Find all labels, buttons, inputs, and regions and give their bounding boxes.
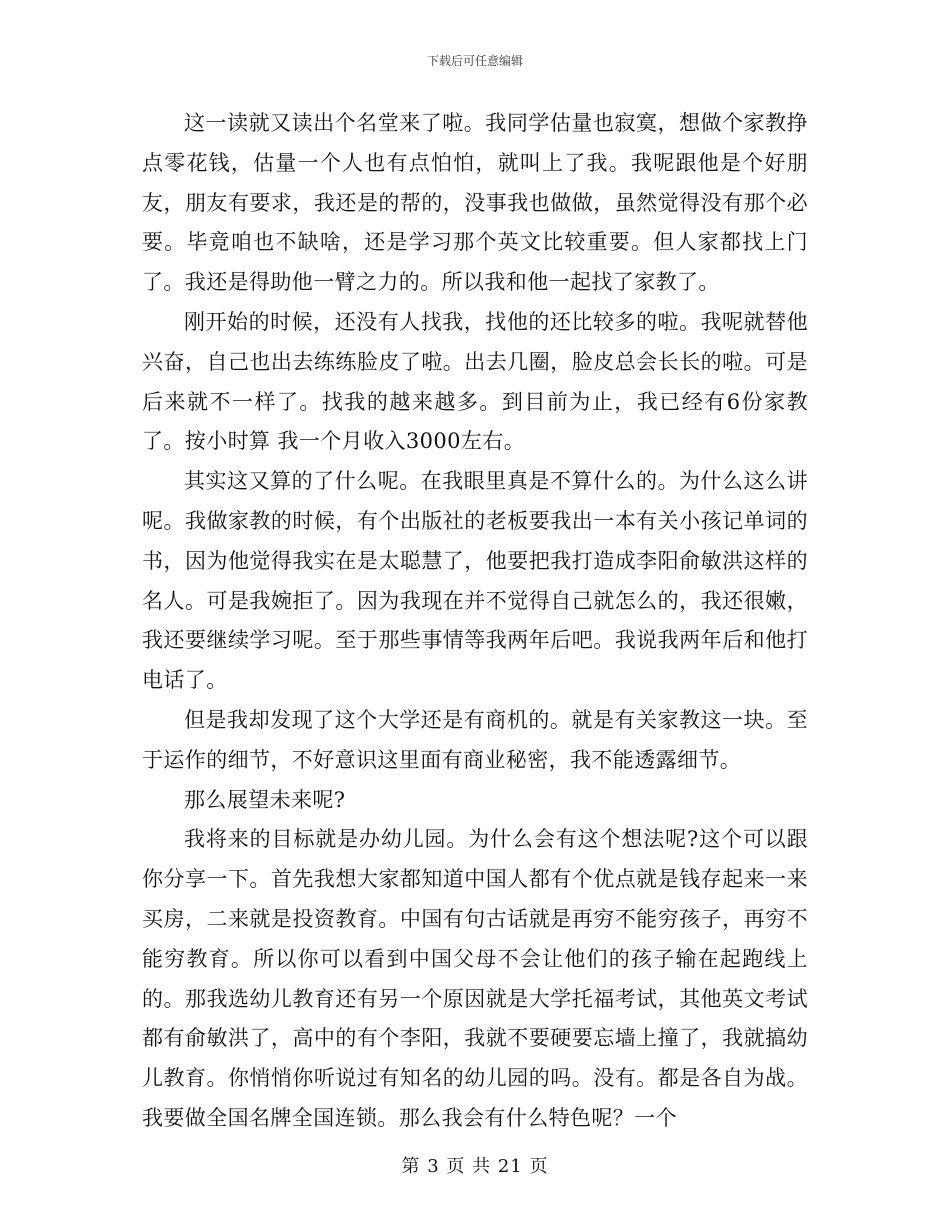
page-header: 下载后可任意编辑 — [426, 54, 523, 68]
paragraph-5: 那么展望未来呢? — [184, 787, 346, 812]
page-footer: 第 3 页 共 21 页 — [401, 1156, 549, 1177]
paragraph-6: 我将来的目标就是办幼儿园。为什么会有这个想法呢?这个可以跟你分享一下。首先我想大家都知道中国人都有个优点就是钱存起来一来买房，二来就是投资教育。中国有句古话就是再穷不能穷孩子，再穷不能穷教育。所以你可以看到中国父母不会让他们的孩子输在起跑线上的。那我选幼儿教育还有另一个原因就是大学托福考试，其他英文考试都有俞敏洪了，高中的有个李阳，我就不要硬要忘墙上撞了，我就搞幼儿教育。你悄悄你听说过有知名的幼儿园的吗。没有。都是各自为战。我要做全国名牌全国连锁。那么我会有什么特色呢？一个 — [142, 827, 808, 1130]
paragraph-2: 刚开始的时候，还没有人找我，找他的还比较多的啦。我呢就替他兴奋，自己也出去练练脸皮了啦。出去几圈，脸皮总会长长的啦。可是后来就不一样了。找我的越来越多。到目前为止，我已经有6份家教了。按小时算 我一个月收入3000左右。 — [142, 309, 808, 454]
paragraph-1: 这一读就又读出个名堂来了啦。我同学估量也寂寞，想做个家教挣点零花钱，估量一个人也有点怕怕，就叫上了我。我呢跟他是个好朋友，朋友有要求，我还是的帮的，没事我也做做，虽然觉得没有那个必要。毕竟咱也不缺啥，还是学习那个英文比较重要。但人家都找上门了。我还是得助他一臂之力的。所以我和他一起找了家教了。 — [142, 111, 808, 295]
paragraph-4: 但是我却发现了这个大学还是有商机的。就是有关家教这一块。至于运作的细节，不好意识这里面有商业秘密，我不能透露细节。 — [142, 707, 808, 772]
paragraph-3: 其实这又算的了什么呢。在我眼里真是不算什么的。为什么这么讲呢。我做家教的时候，有个出版社的老板要我出一本有关小孩记单词的书，因为他觉得我实在是太聪慧了，他要把我打造成李阳俞敏洪这样的名人。可是我婉拒了。因为我现在并不觉得自己就怎么的，我还很嫩，我还要继续学习呢。至于那些事情等我两年后吧。我说我两年后和他打电话了。 — [142, 469, 808, 693]
document-body — [142, 104, 808, 1139]
